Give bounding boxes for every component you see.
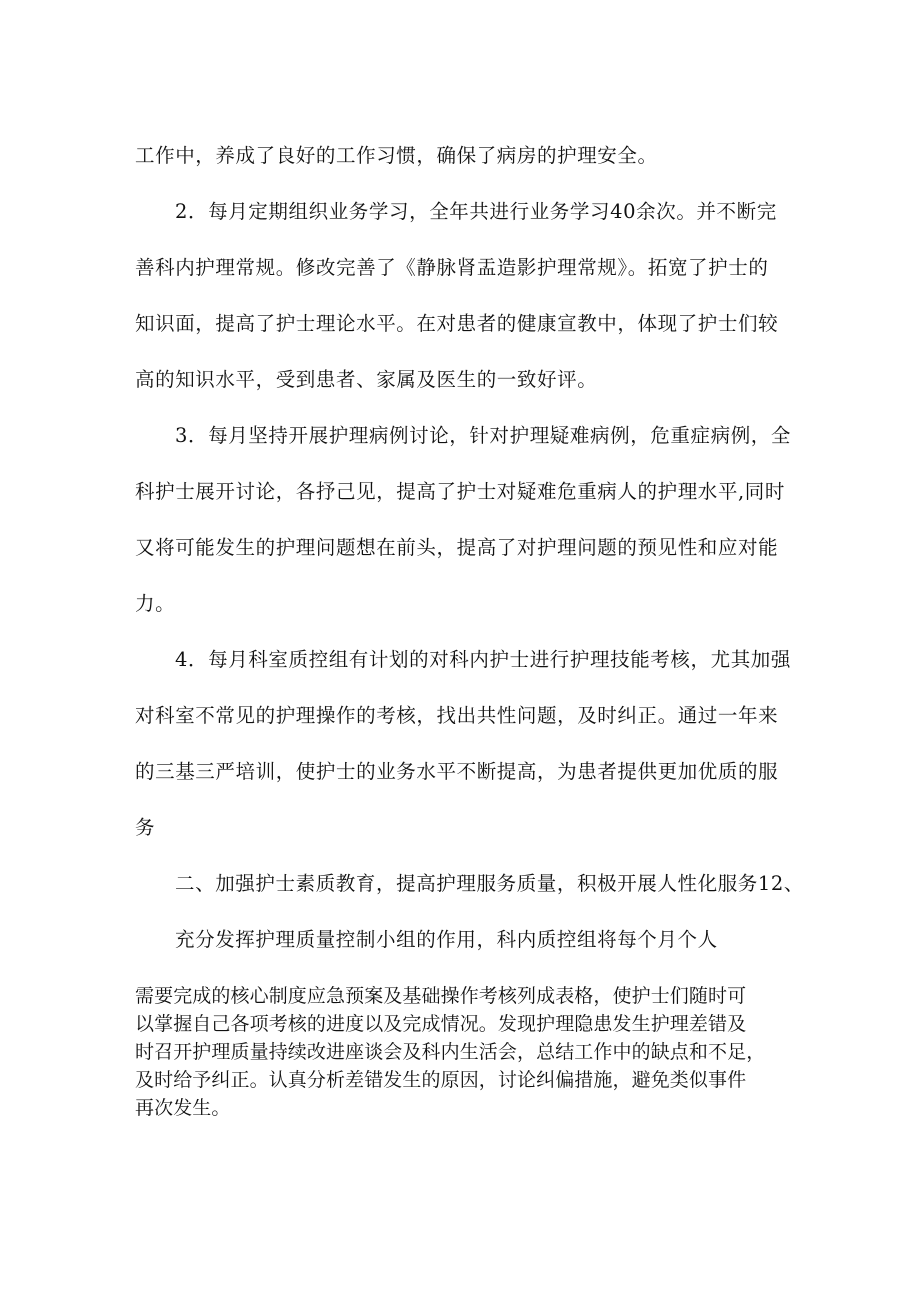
section-heading: 二、加强护士素质教育，提高护理服务质量，积极开展人性化服务12、 <box>175 872 805 895</box>
text-line: 知识面，提高了护士理论水平。在对患者的健康宣教中，体现了护士们较 <box>135 312 779 335</box>
text-line: 又将可能发生的护理问题想在前头，提高了对护理问题的预见性和应对能 <box>135 536 779 559</box>
text-line: 的三基三严培训，使护士的业务水平不断提高，为患者提供更加优质的服 <box>135 760 779 783</box>
text-line: 时召开护理质量持续改进座谈会及科内生活会，总结工作中的缺点和不足， <box>135 1041 766 1063</box>
text-line: 科护士展开讨论，各抒己见，提高了护士对疑难危重病人的护理水平,同时 <box>135 480 785 503</box>
text-line: 工作中，养成了良好的工作习惯，确保了病房的护理安全。 <box>135 144 658 167</box>
text-line: 4．每月科室质控组有计划的对科内护士进行护理技能考核，尤其加强 <box>175 648 792 671</box>
text-line: 高的知识水平，受到患者、家属及医生的一致好评。 <box>135 368 598 391</box>
text-line: 以掌握自己各项考核的进度以及完成情况。发现护理隐患发生护理差错及 <box>135 1013 747 1035</box>
text-line: 再次发生。 <box>135 1097 231 1119</box>
text-line: 2．每月定期组织业务学习，全年共进行业务学习40余次。并不断完 <box>175 200 777 223</box>
text-line: 需要完成的核心制度应急预案及基础操作考核列成表格，使护士们随时可 <box>135 985 747 1007</box>
text-line: 3．每月坚持开展护理病例讨论，针对护理疑难病例，危重症病例，全 <box>175 424 792 447</box>
text-line: 充分发挥护理质量控制小组的作用，科内质控组将每个月个人 <box>175 928 718 951</box>
text-line: 对科室不常见的护理操作的考核，找出共性问题，及时纠正。通过一年来 <box>135 704 779 727</box>
text-line: 善科内护理常规。修改完善了《静脉肾盂造影护理常规》。拓宽了护士的 <box>135 256 769 279</box>
text-line: 务 <box>135 816 156 839</box>
text-line: 及时给予纠正。认真分析差错发生的原因，讨论纠偏措施，避免类似事件 <box>135 1069 747 1091</box>
text-line: 力。 <box>135 592 176 615</box>
